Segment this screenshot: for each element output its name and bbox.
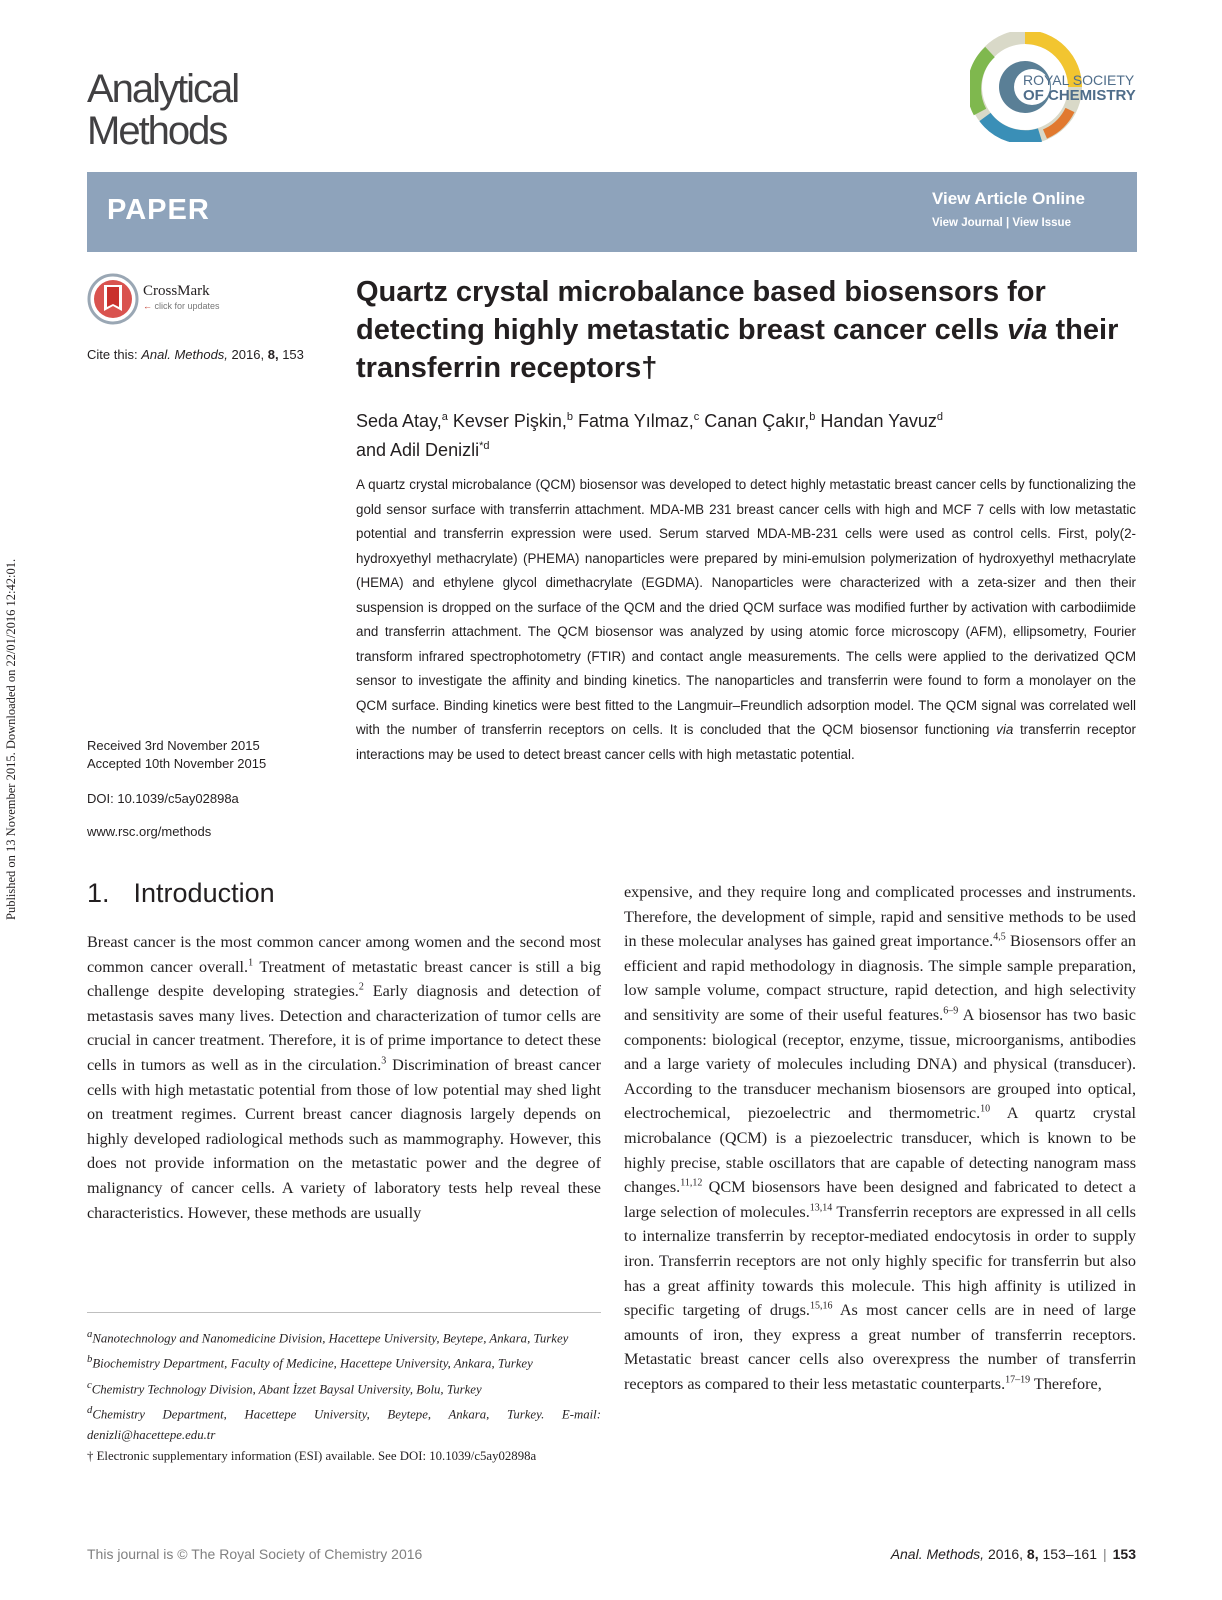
footnote-item: $^d$Chemistry Department, Hacettepe University, Beytepe, Ankara, Turkey. E-mail: denizli@hacettepe.edu.tr	[87, 1404, 601, 1443]
arrow-left-icon: ←	[143, 301, 155, 311]
view-journal-link[interactable]: View Journal	[932, 217, 1003, 229]
doi: DOI: 10.1039/c5ay02898a	[87, 791, 239, 806]
publication-note: Published on 13 November 2015. Downloaded on 22/01/2016 12:42:01.	[4, 558, 18, 920]
page-number: 153	[1112, 1546, 1136, 1562]
rsc-logo-text: ROYAL SOCIETY OF CHEMISTRY	[1023, 72, 1136, 104]
view-links	[932, 217, 1071, 229]
received-accepted-dates: Received 3rd November 2015 Accepted 10th November 2015	[87, 738, 267, 771]
copyright-footer: This journal is © The Royal Society of Chemistry 2016	[87, 1546, 423, 1562]
intro-paragraph-right: expensive, and they require long and complicated processes and instruments. Therefore, the development of simple, rapid and sensitive methods to be used in these molecular analyses has gained great importance.$^{4,5}$ Biosensors offer an efficient and rapid methodology in diagnosis. The simple sample preparation, low sample volume, compact structure, rapid detection, and high selectivity and sensitivity are some of their useful features.$^{6-9}$ A biosensor has two basic components: biological (receptor, enzyme, tissue, microorganisms, antibodies and a large variety of molecules including DNA) and physical (transducer). According to the transducer mechanism biosensors are grouped into optical, electrochemical, piezoelectric and thermometric.$^{10}$ A quartz crystal microbalance (QCM) is a piezoelectric transducer, which is known to be highly precise, stable oscillators that are capable of detecting nanogram mass changes.$^{11,12}$ QCM biosensors have been designed and fabricated to detect a large selection of molecules.$^{13,14}$ Transferrin receptors are expressed in all cells to internalize transferrin by receptor-mediated endocytosis in order to supply iron. Transferrin receptors are not only highly specific for transferrin but also has a great affinity towards this molecule. This high affinity is utilized in specific targeting of drugs.$^{15,16}$ As most cancer cells are in need of large amounts of iron, they express a great number of transferrin receptors. Metastatic breast cancer cells also overexpress the number of transferrin receptors as compared to their less metastatic counterparts.$^{17-19}$ Therefore,	[624, 883, 1137, 1393]
affiliation-footnotes	[87, 1324, 601, 1467]
footnote-item: $^b$Biochemistry Department, Faculty of Medicine, Hacettepe University, Ankara, Turkey	[87, 1354, 533, 1371]
view-links-separator: |	[1005, 217, 1010, 229]
view-article-online-link[interactable]: View Article Online	[931, 189, 1085, 208]
intro-paragraph-left: Breast cancer is the most common cancer among women and the second most common cancer overall.$^1$ Treatment of metastatic breast cancer is still a big challenge despite developing strategies.$^2$ Early diagnosis and detection of metastasis saves many lives. Detection and characterization of tumor cells are crucial in cancer treatment. Therefore, it is of prime importance to detect these cells in tumors as well as in the circulation.$^3$ Discrimination of breast cancer cells with high metastatic potential from those of low potential may shed light on treatment regimes. Current breast cancer diagnosis largely depends on highly developed radiological methods such as mammography. However, this does not provide information on the metastatic power and the degree of malignancy of cancer cells. A variety of laboratory tests help reveal these characteristics. However, these methods are usually	[87, 933, 601, 1222]
section-heading: 1. Introduction	[87, 878, 275, 908]
view-issue-link[interactable]: View Issue	[1012, 217, 1071, 229]
intro-left-column	[87, 930, 601, 1225]
crossmark-sub[interactable]: ← click for updates	[143, 301, 220, 311]
intro-right-column	[624, 880, 1136, 1396]
article-type-banner	[87, 172, 1137, 252]
page-footer: Anal. Methods, 2016, 8, 153–161 | 153	[890, 1546, 1136, 1562]
crossmark-label[interactable]: CrossMark	[143, 283, 210, 299]
citation: Cite this: Anal. Methods, 2016, 8, 153	[87, 347, 304, 362]
article-type-label: PAPER	[107, 194, 210, 226]
footnote-item: $^c$Chemistry Technology Division, Abant İzzet Baysal University, Bolu, Turkey	[87, 1379, 482, 1396]
footnote-divider	[87, 1312, 601, 1313]
author-list: Seda Atay,$^a$ Kevser Pişkin,$^b$ Fatma Yılmaz,$^c$ Canan Çakır,$^b$ Handan Yavuz$^d$ and Adil Denizli$^{*d}$	[356, 411, 943, 460]
footnote-item: $^a$Nanotechnology and Nanomedicine Division, Hacettepe University, Beytepe, Ankara, Turkey	[87, 1329, 569, 1346]
article-title: Quartz crystal microbalance based biosensors for detecting highly metastatic breast cancer cells via their transferrin receptors†	[356, 276, 1119, 384]
crossmark-icon[interactable]	[87, 273, 139, 325]
abstract: A quartz crystal microbalance (QCM) biosensor was developed to detect highly metastatic breast cancer cells by functionalizing the gold sensor surface with transferrin attachment. MDA-MB 231 breast cancer cells with high and MCF 7 cells with low metastatic potential and transferrin expression were used. Serum starved MDA-MB-231 cells were used as control cells. First, poly(2-hydroxyethyl methacrylate) (PHEMA) nanoparticles were prepared by mini-emulsion polymerization of hydroxyethyl methacrylate (HEMA) and ethylene glycol dimethacrylate (EGDMA). Nanoparticles were characterized with a zeta-sizer and then their suspension is dropped on the surface of the QCM and the dried QCM surface was modified further by activation with carbodiimide and transferrin attachment. The QCM biosensor was analyzed by using atomic force microscopy (AFM), ellipsometry, Fourier transform infrared spectrophotometry (FTIR) and contact angle measurements. The cells were applied to the derivatized QCM sensor to investigate the affinity and binding kinetics. The nanoparticles and transferrin were found to form a monolayer on the QCM surface. Binding kinetics were best fitted to the Langmuir–Freundlich adsorption model. The QCM signal was correlated well with the number of transferrin receptors on cells. It is concluded that the QCM biosensor functioning via transferrin receptor interactions may be used to detect breast cancer cells with high metastatic potential.	[356, 477, 1137, 762]
journal-name: Analytical Methods	[87, 67, 239, 153]
journal-url[interactable]: www.rsc.org/methods	[87, 824, 212, 839]
esi-note: † Electronic supplementary information (ESI) available. See DOI: 10.1039/c5ay02898a	[87, 1449, 537, 1464]
